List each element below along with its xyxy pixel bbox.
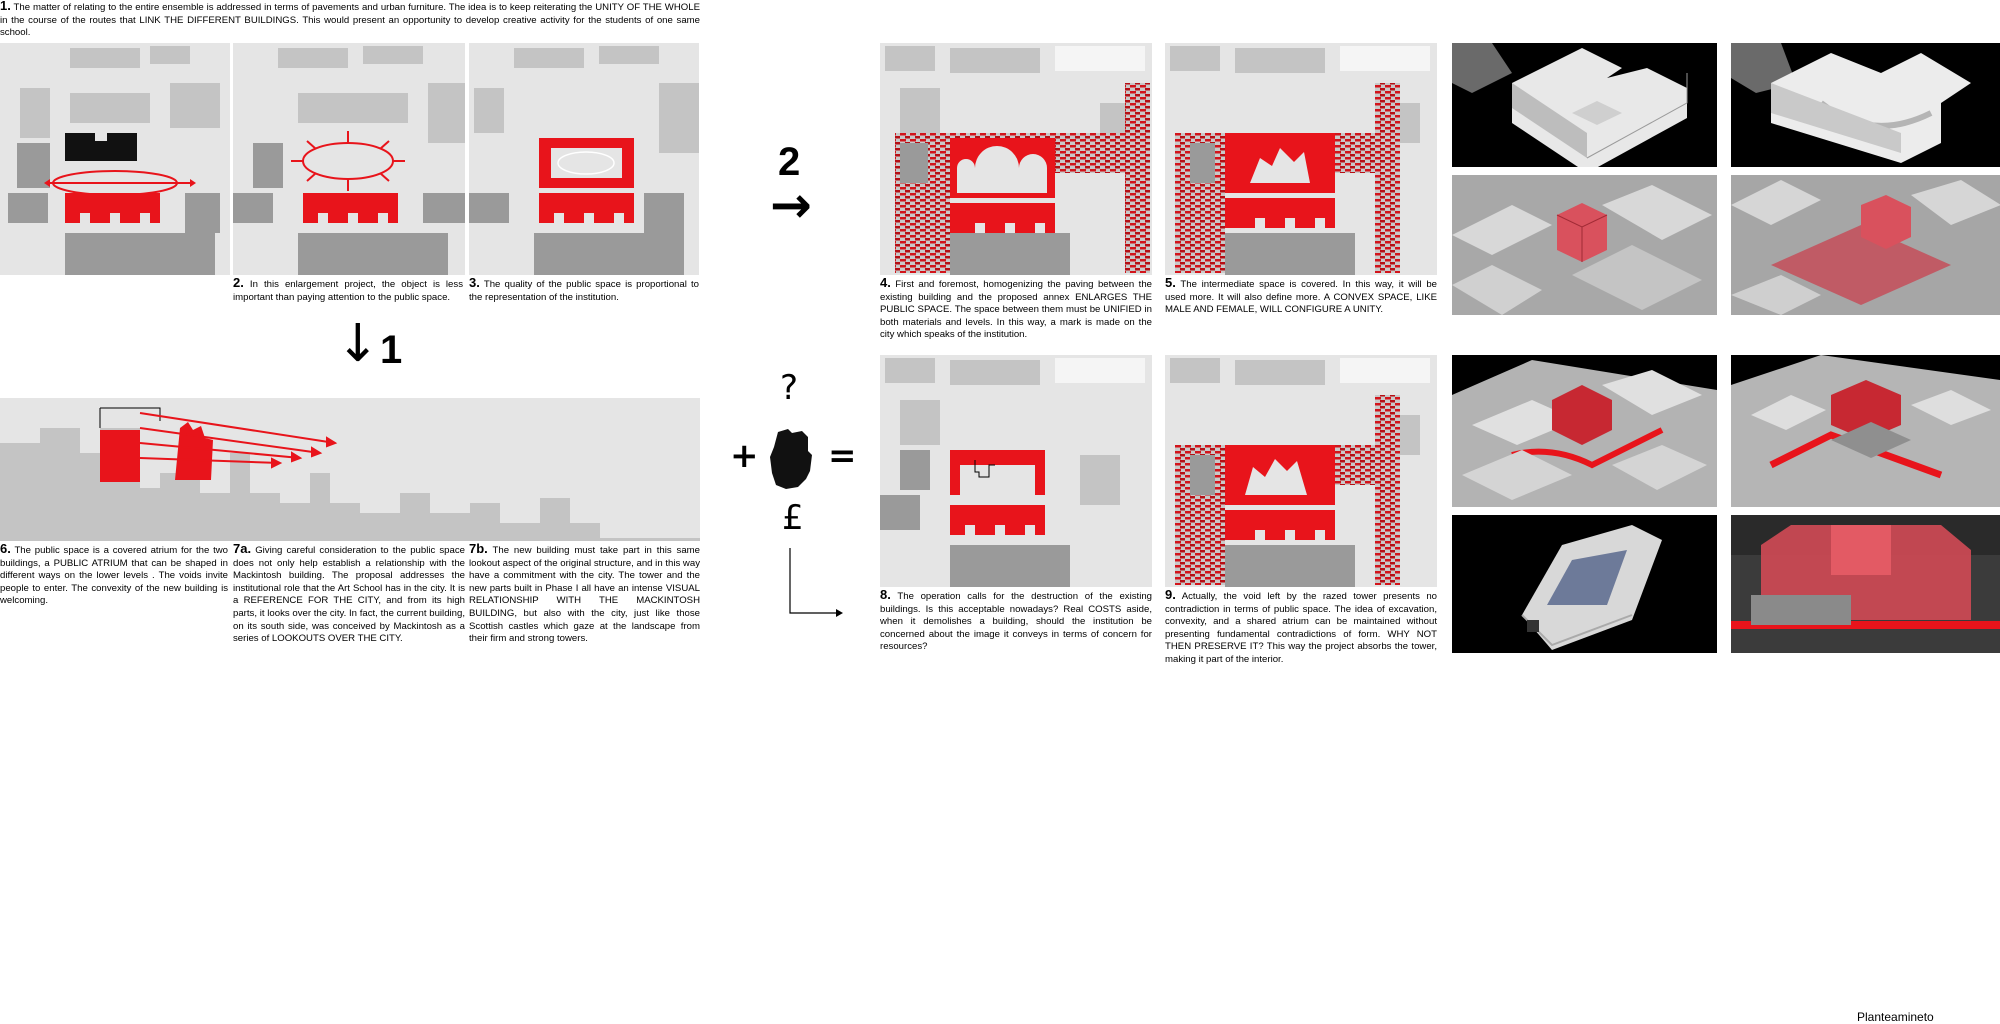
tower-icon — [770, 428, 815, 495]
site-plan-2 — [233, 43, 465, 275]
caption-3 — [469, 277, 699, 304]
model-photo-5 — [1452, 355, 1717, 507]
caption-6-number: 6. — [0, 541, 11, 556]
caption-9 — [1165, 589, 1437, 667]
caption-5-number: 5. — [1165, 275, 1176, 290]
caption-5 — [1165, 277, 1437, 317]
caption-7a — [233, 543, 465, 646]
step-one-label: 1 — [380, 328, 403, 372]
site-plan-1 — [0, 43, 230, 275]
footer-label: Planteamineto — [1857, 1010, 1934, 1024]
pound-sign: £ — [782, 498, 804, 538]
caption-8-text: The operation calls for the destruction of the existing buildings. Is this acceptable nowadays? Real COSTS aside, when it demolishes a building, should the institution be concerned about the image it conveys in terms of concern for resources? — [880, 591, 1152, 653]
caption-3-text: The quality of the public space is proportional to the representation of the institution. — [469, 279, 699, 303]
caption-3-number: 3. — [469, 275, 480, 290]
caption-1-text: The matter of relating to the entire ensemble is addressed in terms of pavements and urban furniture. The idea is to keep reiterating the UNITY OF THE WHOLE in the course of the routes that LINK THE DIFFERENT BUILDINGS. This would present an opportunity to develop creative activity for the students of one same school. — [0, 2, 700, 39]
model-photo-4 — [1731, 175, 2000, 315]
model-photo-2 — [1731, 43, 2000, 167]
caption-4-text: First and foremost, homogenizing the paving between the existing building and the proposed annex ENLARGES THE PUBLIC SPACE. The space between them must be UNIFIED in both materials and levels. In this way, a mark is made on the city which speaks of the institution. — [880, 279, 1152, 341]
caption-4 — [880, 277, 1152, 342]
question-mark: ? — [780, 368, 799, 408]
caption-6-text: The public space is a covered atrium for the two buildings, a PUBLIC ATRIUM that can be shaped in different ways on the lower levels . The voids invite people to enter. The convexity of the new building is welcoming. — [0, 545, 228, 607]
model-photo-1 — [1452, 43, 1717, 167]
model-photo-3 — [1452, 175, 1717, 315]
model-photo-6 — [1731, 355, 2000, 507]
caption-5-text: The intermediate space is covered. In this way, it will be used more. It will also define more. A CONVEX SPACE, LIKE MALE AND FEMALE, WILL CONFIGURE A UNITY. — [1165, 279, 1437, 316]
caption-1-number: 1. — [0, 0, 11, 13]
section-skyline — [0, 398, 700, 541]
caption-4-number: 4. — [880, 275, 891, 290]
model-photo-8 — [1731, 515, 2000, 653]
caption-2-number: 2. — [233, 275, 244, 290]
caption-7b-text: The new building must take part in this same lookout aspect of the original structure, and in this way have a commitment with the city. The tower and the new parts built in Phase I all have an intense VISUAL RELATIONSHIP WITH THE MACKINTOSH BUILDING, but also with the city, just like those Scottish castles which gaze at the landscape from their firm and strong towers. — [469, 545, 700, 645]
plus-sign: + — [730, 436, 759, 476]
caption-9-text: Actually, the void left by the razed tower presents no contradiction in terms of public space. The idea of excavation, convexity, and a shared atrium can be maintained without presenting fundamental contradictions of form. WHY NOT THEN PRESERVE IT? This way the project absorbs the tower, making it part of the interior. — [1165, 591, 1437, 665]
caption-9-number: 9. — [1165, 587, 1176, 602]
site-plan-9 — [1165, 355, 1437, 587]
caption-2 — [233, 277, 463, 304]
site-plan-3 — [469, 43, 699, 275]
caption-7a-text: Giving careful consideration to the public space does not only help establish a relationship with the Mackintosh building. The proposal addresses the institutional role that the Art School has in the city. It is a REFERENCE FOR THE CITY, and from its high parts, it looks over the city. In fact, the current building, on its south side, was conceived by Mackintosh as a series of LOOKOUTS OVER THE CITY. — [233, 545, 465, 645]
site-plan-8 — [880, 355, 1152, 587]
caption-1 — [0, 0, 700, 40]
caption-7a-number: 7a. — [233, 541, 252, 556]
return-arrow-icon — [788, 548, 844, 623]
arrow-right-icon: → — [770, 176, 812, 234]
caption-8-number: 8. — [880, 587, 891, 602]
site-plan-5 — [1165, 43, 1437, 275]
equals-sign: = — [828, 436, 857, 476]
caption-6 — [0, 543, 228, 608]
step-two-label: 2 — [778, 140, 801, 184]
caption-2-text: In this enlargement project, the object is less important than paying attention to the public space. — [233, 279, 463, 303]
caption-7b-number: 7b. — [469, 541, 488, 556]
caption-7b — [469, 543, 700, 646]
site-plan-4 — [880, 43, 1152, 275]
caption-8 — [880, 589, 1152, 654]
arrow-down-icon: ↓ — [336, 314, 380, 374]
model-photo-7 — [1452, 515, 1717, 653]
